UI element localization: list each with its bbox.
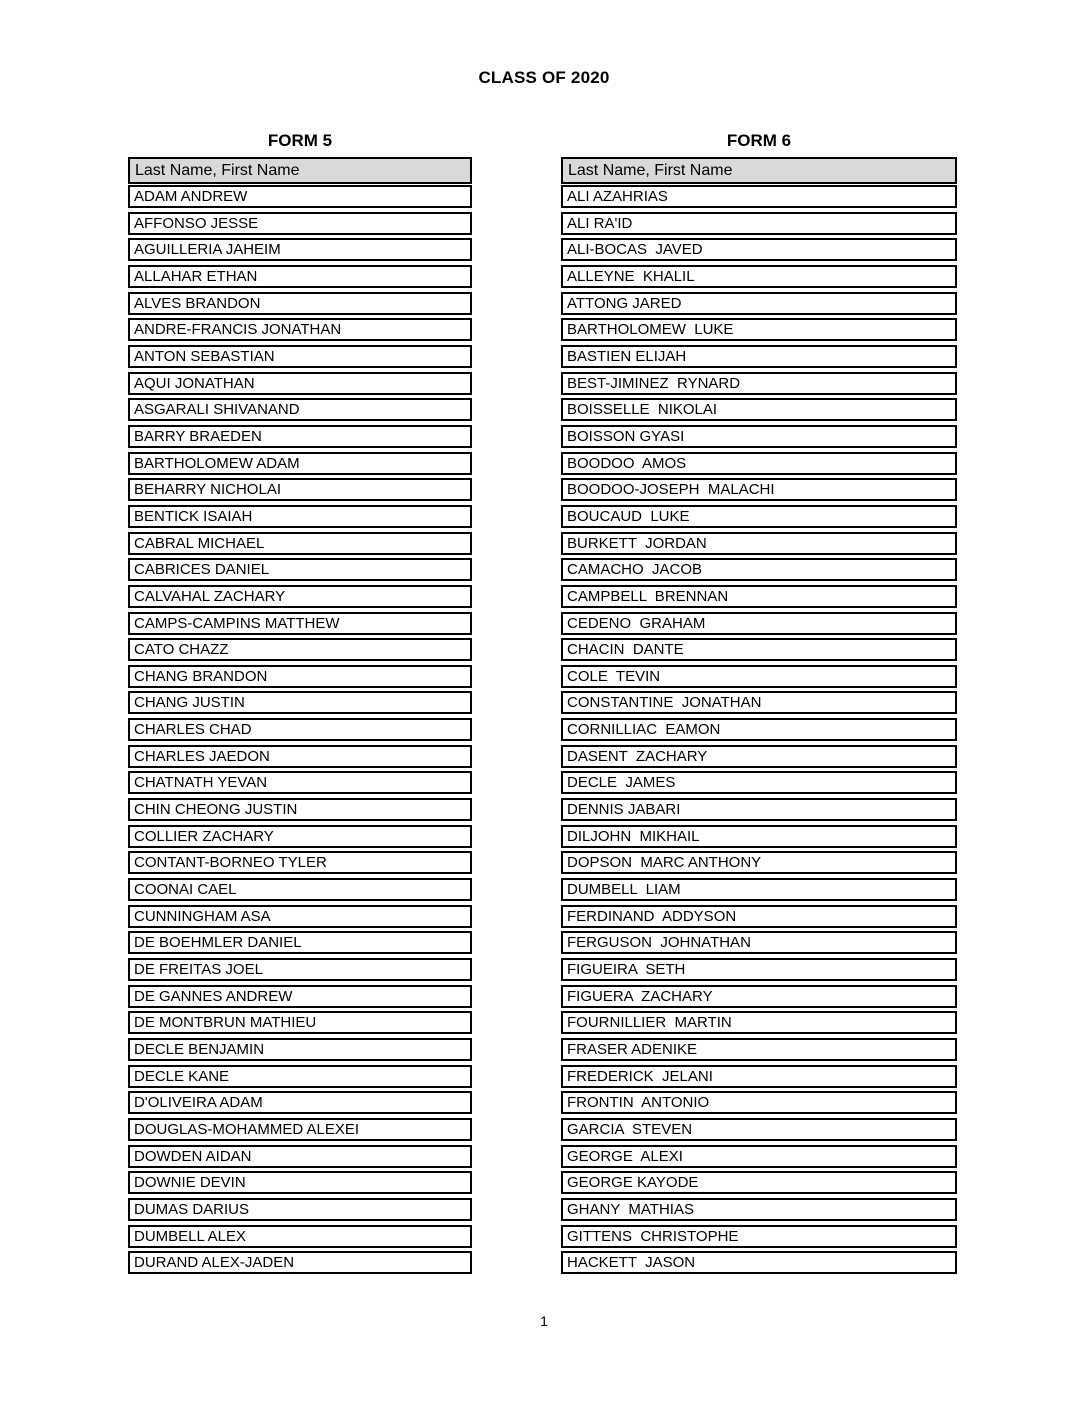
table-row: FERDINAND ADDYSON <box>561 905 957 928</box>
table-row: BEST-JIMINEZ RYNARD <box>561 372 957 395</box>
table-row: ALVES BRANDON <box>128 292 472 315</box>
table-row: BOISSON GYASI <box>561 425 957 448</box>
table-row: CHANG JUSTIN <box>128 691 472 714</box>
table-row: DOWDEN AIDAN <box>128 1145 472 1168</box>
table-row: AFFONSO JESSE <box>128 212 472 235</box>
table-row: DENNIS JABARI <box>561 798 957 821</box>
table-row: BOUCAUD LUKE <box>561 505 957 528</box>
table-row: ALI-BOCAS JAVED <box>561 238 957 261</box>
table-row: CORNILLIAC EAMON <box>561 718 957 741</box>
table-row: ATTONG JARED <box>561 292 957 315</box>
page-title: CLASS OF 2020 <box>478 68 610 87</box>
table-row: DE FREITAS JOEL <box>128 958 472 981</box>
table-row: BARTHOLOMEW ADAM <box>128 452 472 475</box>
form-6-section <box>561 130 957 1278</box>
table-row: CABRICES DANIEL <box>128 558 472 581</box>
table-row: GEORGE KAYODE <box>561 1171 957 1194</box>
table-row: FERGUSON JOHNATHAN <box>561 931 957 954</box>
table-row: CONSTANTINE JONATHAN <box>561 691 957 714</box>
table-row: BENTICK ISAIAH <box>128 505 472 528</box>
table-row: CEDENO GRAHAM <box>561 612 957 635</box>
table-row: CHANG BRANDON <box>128 665 472 688</box>
table-row: D'OLIVEIRA ADAM <box>128 1091 472 1114</box>
table-row: CHARLES CHAD <box>128 718 472 741</box>
table-row: GARCIA STEVEN <box>561 1118 957 1141</box>
table-row: FIGUEIRA SETH <box>561 958 957 981</box>
table-row: GITTENS CHRISTOPHE <box>561 1225 957 1248</box>
table-row: CAMPBELL BRENNAN <box>561 585 957 608</box>
table-row: CHATNATH YEVAN <box>128 771 472 794</box>
table-row: GEORGE ALEXI <box>561 1145 957 1168</box>
table-row: COLLIER ZACHARY <box>128 825 472 848</box>
table-row: FIGUERA ZACHARY <box>561 985 957 1008</box>
table-row: DUMBELL LIAM <box>561 878 957 901</box>
form-5-label: FORM 5 <box>267 131 333 150</box>
table-row: BARRY BRAEDEN <box>128 425 472 448</box>
table-row: CHACIN DANTE <box>561 638 957 661</box>
table-row: ALI AZAHRIAS <box>561 185 957 208</box>
table-row: DASENT ZACHARY <box>561 745 957 768</box>
table-row: GHANY MATHIAS <box>561 1198 957 1221</box>
table-row: FOURNILLIER MARTIN <box>561 1011 957 1034</box>
table-row: DOUGLAS-MOHAMMED ALEXEI <box>128 1118 472 1141</box>
table-row: ALI RA'ID <box>561 212 957 235</box>
table-row: CONTANT-BORNEO TYLER <box>128 851 472 874</box>
table-row: CAMACHO JACOB <box>561 558 957 581</box>
table-row: FRONTIN ANTONIO <box>561 1091 957 1114</box>
table-row: CUNNINGHAM ASA <box>128 905 472 928</box>
form-6-label: FORM 6 <box>726 131 792 150</box>
table-row: CABRAL MICHAEL <box>128 532 472 555</box>
table-row: BOODOO AMOS <box>561 452 957 475</box>
table-row: AQUI JONATHAN <box>128 372 472 395</box>
table-row: DOWNIE DEVIN <box>128 1171 472 1194</box>
table-row: DURAND ALEX-JADEN <box>128 1251 472 1274</box>
form-6-table-header: Last Name, First Name <box>561 157 957 184</box>
table-row: BASTIEN ELIJAH <box>561 345 957 368</box>
table-row: ALLEYNE KHALIL <box>561 265 957 288</box>
table-row: CHIN CHEONG JUSTIN <box>128 798 472 821</box>
table-row: FRASER ADENIKE <box>561 1038 957 1061</box>
table-row: BOISSELLE NIKOLAI <box>561 398 957 421</box>
form-5-rows <box>128 185 472 1274</box>
table-row: CHARLES JAEDON <box>128 745 472 768</box>
table-row: DUMBELL ALEX <box>128 1225 472 1248</box>
table-row: ANDRE-FRANCIS JONATHAN <box>128 318 472 341</box>
table-row: DECLE KANE <box>128 1065 472 1088</box>
table-row: DECLE BENJAMIN <box>128 1038 472 1061</box>
table-row: BOODOO-JOSEPH MALACHI <box>561 478 957 501</box>
page-number: 1 <box>540 1313 548 1329</box>
table-row: BEHARRY NICHOLAI <box>128 478 472 501</box>
table-row: DUMAS DARIUS <box>128 1198 472 1221</box>
table-row: CALVAHAL ZACHARY <box>128 585 472 608</box>
table-row: COLE TEVIN <box>561 665 957 688</box>
table-row: DOPSON MARC ANTHONY <box>561 851 957 874</box>
table-row: DE BOEHMLER DANIEL <box>128 931 472 954</box>
table-row: ALLAHAR ETHAN <box>128 265 472 288</box>
table-row: ADAM ANDREW <box>128 185 472 208</box>
form-5-section <box>128 130 472 1278</box>
table-row: CAMPS-CAMPINS MATTHEW <box>128 612 472 635</box>
form-5-table-header: Last Name, First Name <box>128 157 472 184</box>
table-row: COONAI CAEL <box>128 878 472 901</box>
table-row: BARTHOLOMEW LUKE <box>561 318 957 341</box>
table-row: ASGARALI SHIVANAND <box>128 398 472 421</box>
table-row: HACKETT JASON <box>561 1251 957 1274</box>
table-row: BURKETT JORDAN <box>561 532 957 555</box>
table-row: DE MONTBRUN MATHIEU <box>128 1011 472 1034</box>
table-row: DILJOHN MIKHAIL <box>561 825 957 848</box>
form-6-rows <box>561 185 957 1274</box>
table-row: AGUILLERIA JAHEIM <box>128 238 472 261</box>
table-row: DECLE JAMES <box>561 771 957 794</box>
table-row: ANTON SEBASTIAN <box>128 345 472 368</box>
table-row: DE GANNES ANDREW <box>128 985 472 1008</box>
table-row: FREDERICK JELANI <box>561 1065 957 1088</box>
table-row: CATO CHAZZ <box>128 638 472 661</box>
